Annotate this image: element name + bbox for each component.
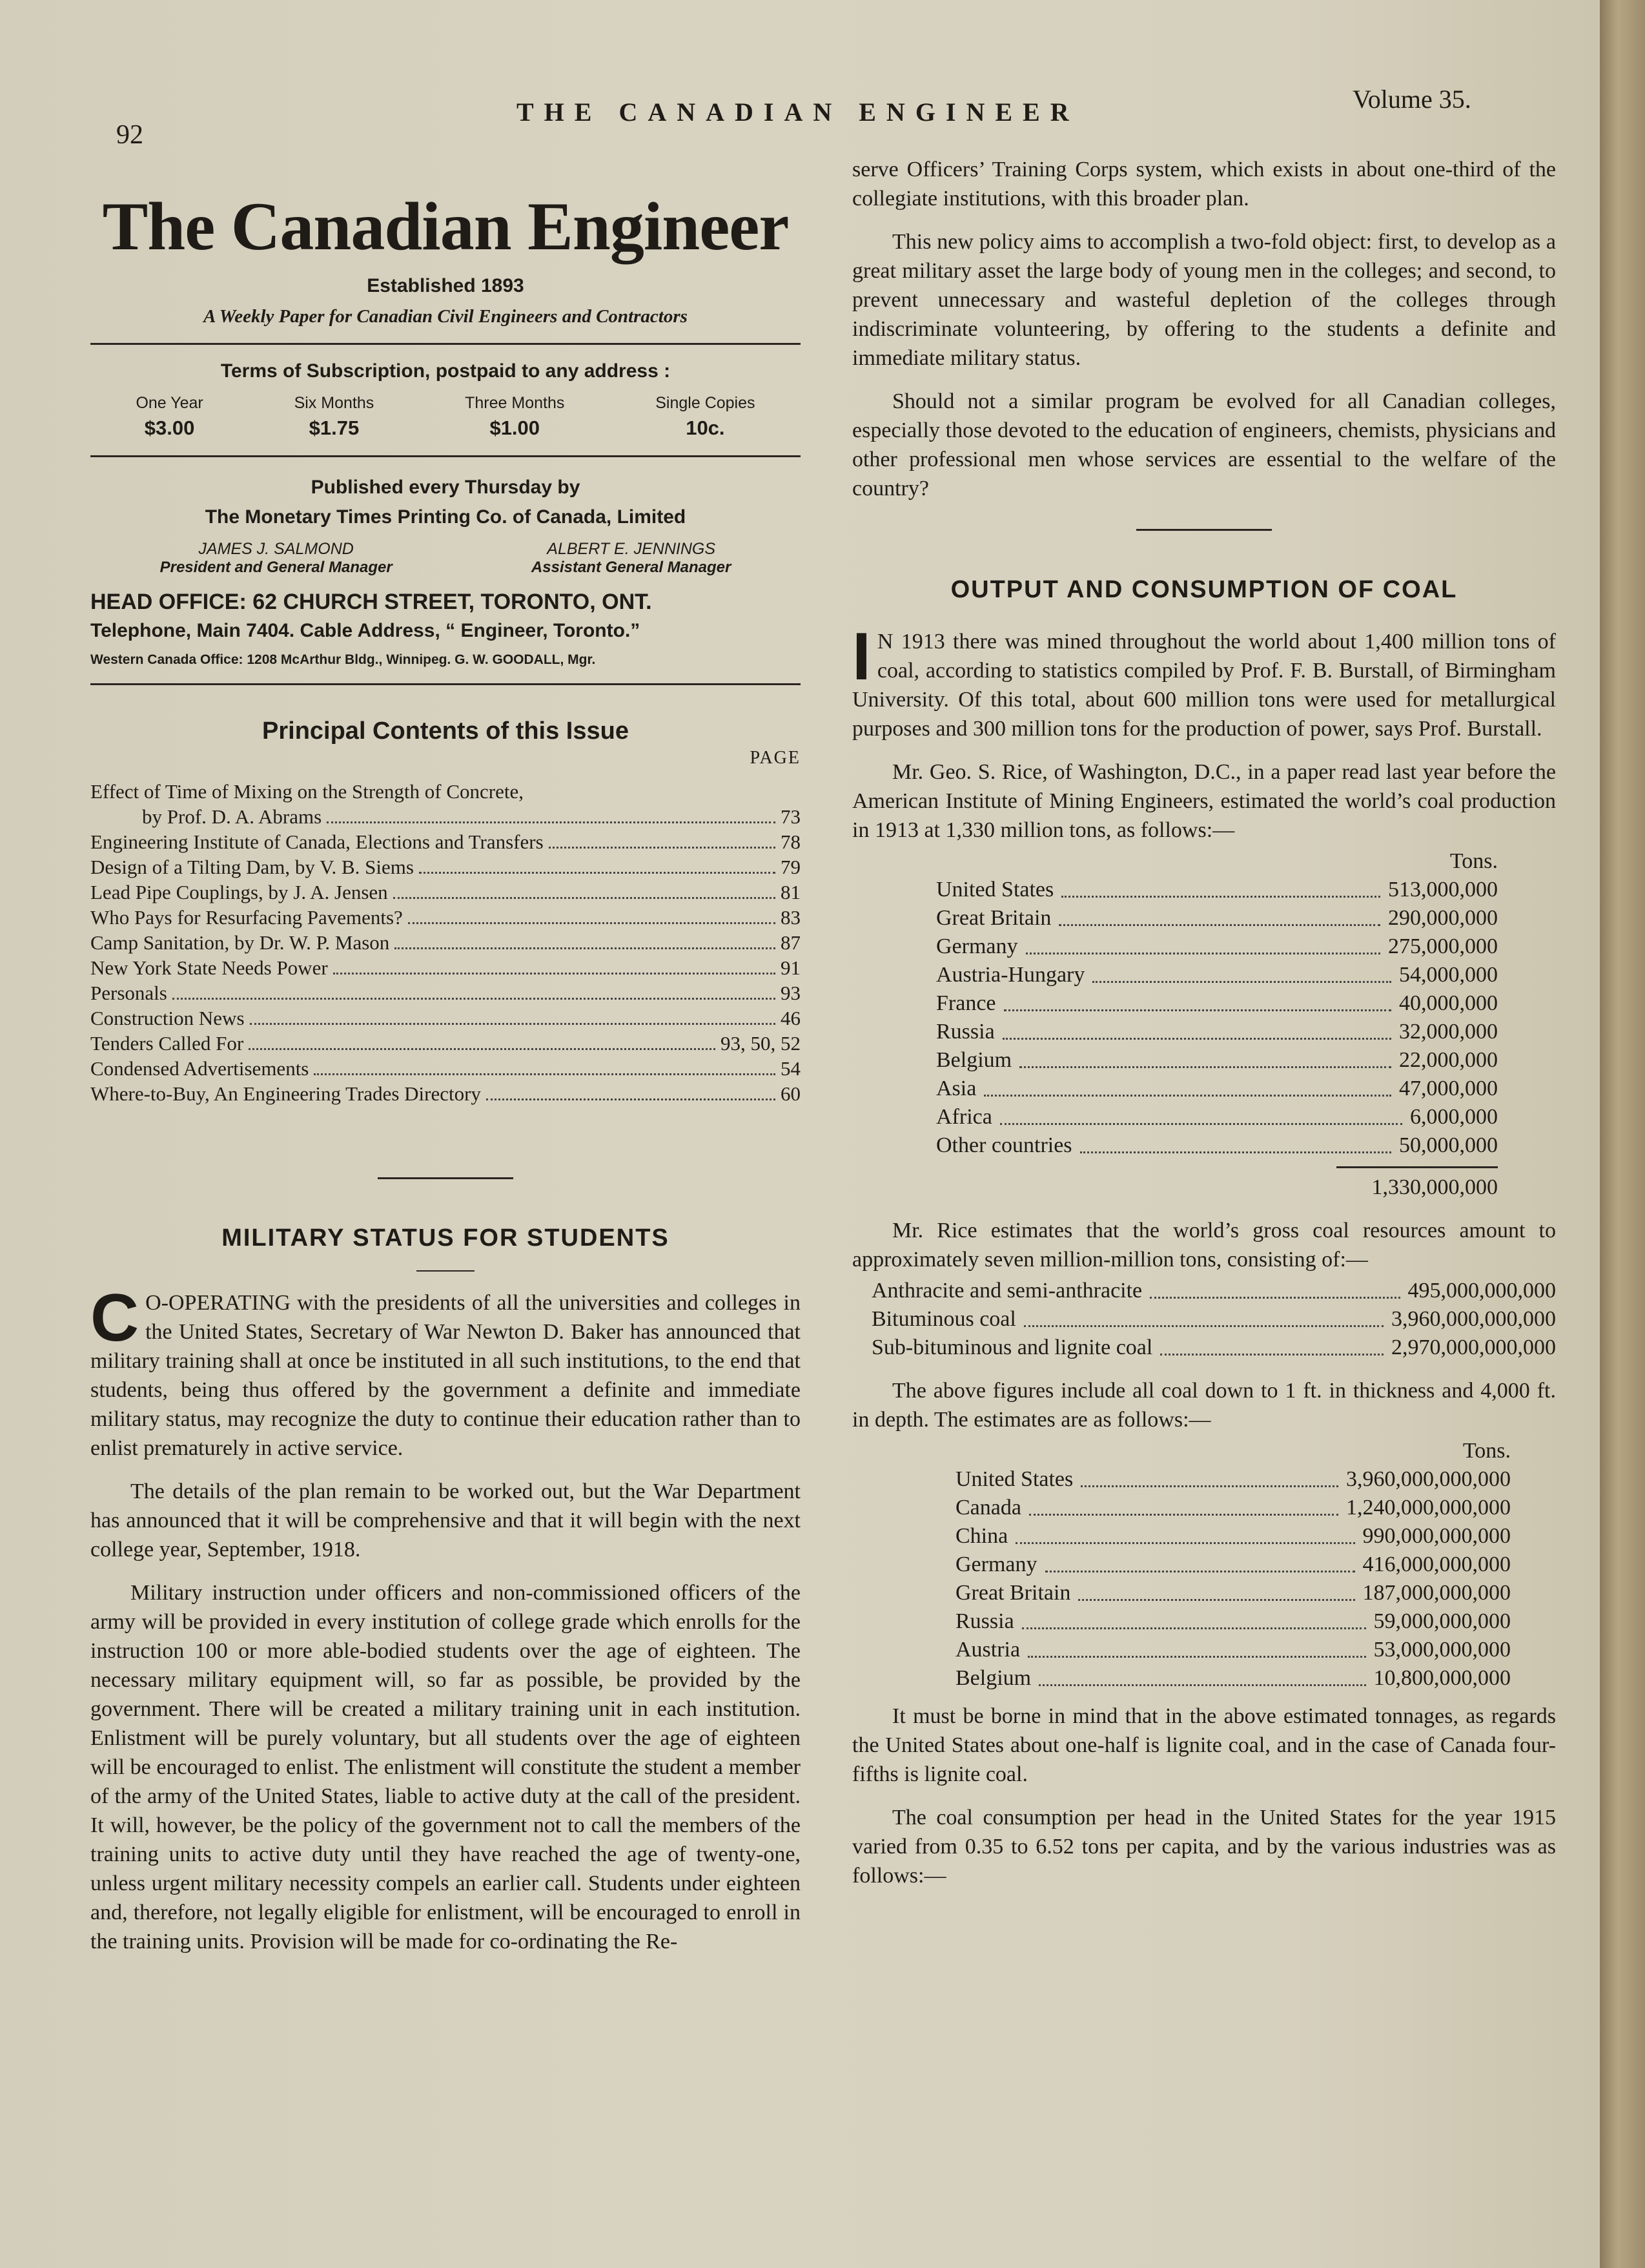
row-label: Bituminous coal (872, 1307, 1016, 1331)
row-value: 54,000,000 (1399, 963, 1498, 987)
dot-leader (1022, 1627, 1366, 1629)
row-label: Lead Pipe Couplings, by J. A. Jensen (90, 881, 388, 903)
row-label: Condensed Advertisements (90, 1057, 309, 1080)
paragraph-text: N 1913 there was mined throughout the world about 1,400 million tons of coal, according to statistics compiled by Prof. F. B. Burstall, of Birmingham University. Of this total, about 600 million tons were used for metallurgical purposes and 300 million tons for the production of power, says Prof. Burstall. (852, 630, 1556, 741)
price-label: Single Copies (655, 394, 755, 412)
row-value: 6,000,000 (1410, 1105, 1498, 1129)
coal-paragraph-6: The coal consumption per head in the United States for the year 1915 varied from 0.35 to 6.52 tons per capita, and by the various industries was as follows:— (852, 1806, 1556, 1888)
row-value: 79 (781, 856, 801, 878)
dot-leader (394, 947, 775, 949)
officer-name: JAMES J. SALMOND (198, 540, 354, 558)
row-value: 91 (781, 956, 801, 979)
dot-leader (984, 1095, 1391, 1097)
dot-leader (393, 897, 775, 899)
contents-item (90, 1081, 801, 1106)
row-label: United States (936, 878, 1054, 902)
price-amount: 10c. (686, 417, 725, 439)
row-label: Austria-Hungary (936, 963, 1085, 987)
row-value: 50,000,000 (1399, 1133, 1498, 1157)
row-value: 22,000,000 (1399, 1048, 1498, 1072)
volume-label: Volume 35. (1353, 85, 1471, 114)
officers (90, 540, 801, 577)
dot-leader (486, 1098, 775, 1100)
resources-row (872, 1334, 1556, 1362)
dot-leader (549, 847, 775, 849)
dot-leader (1039, 1684, 1365, 1686)
row-value: 32,000,000 (1399, 1020, 1498, 1044)
reserves-row (955, 1636, 1511, 1664)
row-value: 10,800,000,000 (1373, 1666, 1511, 1690)
dot-leader (1045, 1571, 1355, 1572)
publisher-line-1: Published every Thursday by (311, 477, 580, 498)
row-label: Russia (955, 1609, 1014, 1633)
row-value: 40,000,000 (1399, 991, 1498, 1015)
contents-item (90, 779, 801, 804)
price-item (136, 394, 203, 440)
officer-title: Assistant General Manager (531, 559, 731, 576)
coal-heading: OUTPUT AND CONSUMPTION OF COAL (950, 576, 1458, 603)
military-paragraph-1 (90, 1281, 801, 1463)
binding-spine (1600, 0, 1645, 2268)
contents-item (90, 1031, 801, 1056)
row-value: 275,000,000 (1388, 934, 1498, 958)
row-value: 46 (781, 1007, 801, 1029)
dot-leader (1004, 1009, 1391, 1011)
dot-leader (1059, 924, 1380, 926)
officer-assistant (531, 540, 731, 577)
dot-leader (419, 872, 775, 874)
row-label: Personals (90, 982, 167, 1004)
divider (416, 1270, 475, 1272)
dot-leader (333, 973, 775, 974)
production-row (936, 1131, 1498, 1160)
masthead-title: The Canadian Engineer (102, 189, 789, 264)
contents-item (90, 980, 801, 1005)
production-total: 1,330,000,000 (1371, 1175, 1498, 1199)
contents-item (90, 880, 801, 905)
dot-leader (408, 922, 775, 924)
military-paragraph-5: This new policy aims to accomplish a two-fold object: first, to develop as a great military asset the large body of young men in the colleges; and second, to prevent unnecessary and wasteful depletion of the colleges through indiscriminate volunteering, by offering to the students a definite and immediate military status. (852, 230, 1556, 370)
contents-item (90, 854, 801, 880)
officer-president (160, 540, 393, 577)
right-column (852, 155, 1556, 1890)
contents-page-label: PAGE (750, 748, 801, 768)
row-label: United States (955, 1467, 1074, 1491)
drop-cap: I (852, 619, 871, 694)
dot-leader (1019, 1066, 1391, 1068)
dot-leader (1028, 1656, 1365, 1658)
western-office: Western Canada Office: 1208 McArthur Bldg., Winnipeg. G. W. GOODALL, Mgr. (90, 652, 596, 667)
price-item (465, 394, 564, 440)
divider (90, 343, 801, 345)
row-value: 59,000,000,000 (1373, 1609, 1511, 1633)
divider (378, 1177, 513, 1179)
production-row (936, 989, 1498, 1018)
divider (1136, 529, 1272, 531)
head-office: HEAD OFFICE: 62 CHURCH STREET, TORONTO, ONT. (90, 590, 652, 614)
production-row (936, 1103, 1498, 1131)
row-label: Anthracite and semi-anthracite (872, 1279, 1143, 1303)
row-label: Camp Sanitation, by Dr. W. P. Mason (90, 931, 390, 954)
row-label: Belgium (936, 1048, 1012, 1072)
contents-item (90, 955, 801, 980)
price-item (655, 394, 755, 440)
row-value: 513,000,000 (1388, 878, 1498, 902)
officer-name: ALBERT E. JENNINGS (547, 540, 715, 558)
row-label: Where-to-Buy, An Engineering Trades Directory (90, 1082, 481, 1105)
row-label: Tenders Called For (90, 1032, 244, 1055)
dot-leader (1000, 1123, 1402, 1125)
contents-item (90, 829, 801, 854)
row-value: 81 (781, 881, 801, 903)
dot-leader (250, 1023, 775, 1025)
row-value: 53,000,000,000 (1373, 1638, 1511, 1662)
row-label: Effect of Time of Mixing on the Strength of Concrete, (90, 780, 524, 803)
left-column (90, 155, 801, 1956)
price-label: Three Months (465, 394, 565, 412)
divider (90, 455, 801, 457)
coal-paragraph-4: The above figures include all coal down to 1 ft. in thickness and 4,000 ft. in depth. The estimates are as follows:— (852, 1379, 1556, 1432)
production-table (936, 847, 1498, 1202)
dot-leader (1080, 1151, 1391, 1153)
price-amount: $1.75 (309, 417, 360, 439)
reserves-row (955, 1607, 1511, 1636)
production-row (936, 904, 1498, 933)
row-value: 60 (781, 1082, 801, 1105)
coal-paragraph-1 (852, 619, 1556, 743)
reserves-row (955, 1465, 1511, 1494)
row-value: 990,000,000,000 (1362, 1524, 1511, 1548)
dot-leader (1078, 1599, 1354, 1601)
sum-rule (1336, 1166, 1498, 1168)
military-heading: MILITARY STATUS FOR STUDENTS (221, 1224, 669, 1252)
production-row (936, 961, 1498, 989)
row-value: 73 (781, 805, 801, 828)
publisher-line-2: The Monetary Times Printing Co. of Canada, Limited (205, 506, 686, 528)
officer-title: President and General Manager (159, 559, 393, 576)
row-label: Other countries (936, 1133, 1072, 1157)
table-unit: Tons. (1449, 849, 1498, 873)
resources-row (872, 1305, 1556, 1334)
military-paragraph-6: Should not a similar program be evolved for all Canadian colleges, especially those devoted to the education of engineers, chemists, physicians and other professional men whose services are essential to the welfare of the country? (852, 389, 1556, 500)
paragraph-text: O-OPERATING with the presidents of all the universities and colleges in the United States, Secretary of War Newton D. Baker has announced that military training shall at once be instituted in all such institutions, to the end that students, being thus offered by the government a definite and immediate military status, may recognize the duty to continue their education rather than to enlist prematurely in active service. (90, 1291, 801, 1460)
price-item (294, 394, 374, 440)
military-paragraph-4: serve Officers’ Training Corps system, which exists in about one-third of the collegiate institutions, with this broader plan. (852, 158, 1556, 211)
dot-leader (1026, 953, 1380, 954)
row-value: 187,000,000,000 (1362, 1581, 1511, 1605)
row-label: Great Britain (955, 1581, 1071, 1605)
row-value: 2,970,000,000,000 (1391, 1335, 1556, 1359)
dot-leader (314, 1073, 775, 1075)
row-label: Belgium (955, 1666, 1032, 1690)
dot-leader (1061, 896, 1380, 898)
dot-leader (1150, 1297, 1400, 1299)
masthead-tagline: A Weekly Paper for Canadian Civil Engineers and Contractors (203, 306, 688, 327)
reserves-row (955, 1664, 1511, 1693)
military-paragraph-3: Military instruction under officers and non-commissioned officers of the army will be provided in every institution of college grade which enrolls for the instruction 100 or more able-bodied students over the age of eighteen. The necessary military equipment will, so far as possible, be provided by the government. There will be created a military training unit in each institution. Enlistment will be purely voluntary, but all students over the age of eighteen will be encouraged to enlist. The enlistment will constitute the student a member of the army of the United States, liable to active duty at the call of the president. It will, however, be the policy of the government not to call the members of the training units to active duty until they have reached the age of twenty-one, unless urgent military necessity compels an earlier call. Students under eighteen and, therefore, not legally eligible for enlistment, will be encouraged to enroll in the training units. Provision will be made for co-ordinating the Re- (90, 1581, 801, 1954)
row-value: 1,240,000,000,000 (1346, 1496, 1511, 1520)
price-label: One Year (136, 394, 203, 412)
row-label: Construction News (90, 1007, 245, 1029)
row-value: 78 (781, 830, 801, 853)
row-value: 93 (781, 982, 801, 1004)
row-value: 54 (781, 1057, 801, 1080)
row-value: 93, 50, 52 (720, 1032, 801, 1055)
price-amount: $3.00 (144, 417, 195, 439)
coal-paragraph-2: Mr. Geo. S. Rice, of Washington, D.C., in a paper read last year before the American Institute of Mining Engineers, estimated the world’s coal production in 1913 at 1,330 million tons, as follows:— (852, 760, 1556, 842)
row-value: 3,960,000,000,000 (1346, 1467, 1511, 1491)
reserves-row (955, 1551, 1511, 1579)
coal-paragraph-5: It must be borne in mind that in the above estimated tonnages, as regards the United States about one-half is lignite coal, and in the case of Canada four-fifths is lignite coal. (852, 1704, 1556, 1786)
row-label: Asia (936, 1077, 977, 1100)
price-amount: $1.00 (489, 417, 540, 439)
resources-row (872, 1277, 1556, 1305)
resources-table (872, 1277, 1556, 1362)
production-row (936, 1075, 1498, 1103)
dot-leader (1081, 1485, 1338, 1487)
masthead-established: Established 1893 (367, 275, 524, 296)
production-row (936, 876, 1498, 904)
price-label: Six Months (294, 394, 374, 412)
production-row (936, 1046, 1498, 1075)
row-value: 495,000,000,000 (1407, 1279, 1556, 1303)
row-label: France (936, 991, 996, 1015)
row-label: Africa (936, 1105, 992, 1129)
row-label: Germany (955, 1552, 1037, 1576)
contents-item (90, 905, 801, 930)
row-value: 83 (781, 906, 801, 929)
row-label: Sub-bituminous and lignite coal (872, 1335, 1153, 1359)
row-value: 87 (781, 931, 801, 954)
row-label: New York State Needs Power (90, 956, 328, 979)
dot-leader (249, 1048, 715, 1050)
dot-leader (327, 821, 775, 823)
production-row (936, 933, 1498, 961)
military-paragraph-2: The details of the plan remain to be worked out, but the War Department has announced that it will be comprehensive and that it will begin with the next college year, September, 1918. (90, 1479, 801, 1562)
page-number: 92 (116, 120, 143, 150)
divider (90, 683, 801, 685)
row-value: 290,000,000 (1388, 906, 1498, 930)
row-label: Germany (936, 934, 1018, 958)
reserves-row (955, 1494, 1511, 1522)
row-value: 3,960,000,000,000 (1391, 1307, 1556, 1331)
table-unit: Tons. (1462, 1439, 1511, 1463)
contents-item (90, 804, 801, 829)
row-label: Design of a Tilting Dam, by V. B. Siems (90, 856, 414, 878)
dot-leader (1003, 1038, 1391, 1040)
dot-leader (1160, 1354, 1384, 1356)
drop-cap: C (90, 1281, 139, 1356)
row-label: Great Britain (936, 906, 1052, 930)
contents-title: Principal Contents of this Issue (262, 717, 629, 745)
dot-leader (1092, 981, 1391, 983)
row-label: Russia (936, 1020, 995, 1044)
dot-leader (1029, 1514, 1338, 1516)
running-head: THE CANADIAN ENGINEER (516, 98, 1079, 127)
row-label: by Prof. D. A. Abrams (142, 805, 322, 828)
contents-item (90, 1005, 801, 1031)
row-label: Austria (955, 1638, 1021, 1662)
row-label: China (955, 1524, 1008, 1548)
subscription-terms-heading: Terms of Subscription, postpaid to any address : (220, 360, 671, 382)
row-value: 47,000,000 (1399, 1077, 1498, 1100)
dot-leader (1024, 1325, 1384, 1327)
row-label: Who Pays for Resurfacing Pavements? (90, 906, 403, 929)
production-row (936, 1018, 1498, 1046)
contents-item (90, 1056, 801, 1081)
dot-leader (1016, 1542, 1354, 1544)
contents-list (90, 779, 801, 1106)
reserves-row (955, 1522, 1511, 1551)
telephone-line: Telephone, Main 7404. Cable Address, “ Engineer, Toronto.” (90, 620, 640, 641)
reserves-row (955, 1579, 1511, 1607)
contents-item (90, 930, 801, 955)
coal-paragraph-3: Mr. Rice estimates that the world’s gross coal resources amount to approximately seven million-million tons, consisting of:— (852, 1219, 1556, 1272)
dot-leader (172, 998, 775, 1000)
subscription-prices (90, 394, 801, 440)
row-label: Engineering Institute of Canada, Elections and Transfers (90, 830, 544, 853)
row-label: Canada (955, 1496, 1021, 1520)
row-value: 416,000,000,000 (1362, 1552, 1511, 1576)
reserves-table (955, 1437, 1511, 1693)
